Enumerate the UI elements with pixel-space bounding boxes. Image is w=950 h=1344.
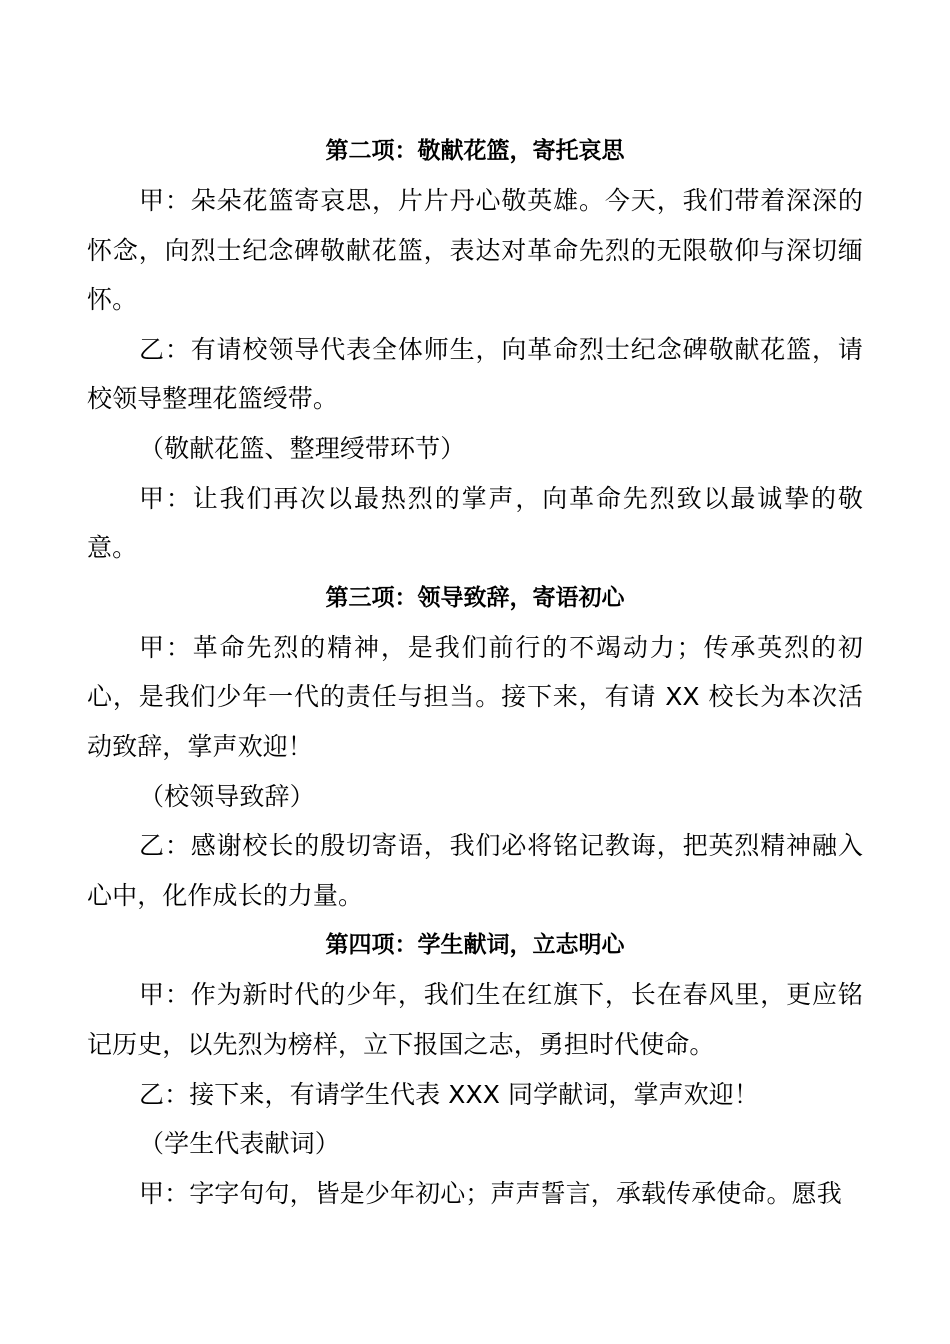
paragraph-jia-applause: 甲：让我们再次以最热烈的掌声，向革命先烈致以最诚挚的敬意。	[87, 483, 863, 563]
section-heading-2: 第二项：敬献花篮，寄托哀思	[325, 138, 625, 164]
section-heading-3: 第三项：领导致辞，寄语初心	[325, 584, 625, 611]
document-page	[87, 126, 863, 1218]
paragraph-yi-thanks: 乙：感谢校长的殷切寄语，我们必将铭记教诲，把英烈精神融入心中，化作成长的力量。	[87, 831, 863, 910]
paragraph-jia-wreath-intro: 甲：朵朵花篮寄哀思，片片丹心敬英雄。今天，我们带着深深的怀念，向烈士纪念碑敬献花篮，表达对革命先烈的无限敬仰与深切缅怀。	[87, 186, 863, 315]
stage-direction-student-speech: （学生代表献词）	[139, 1129, 340, 1159]
stage-direction-leader-speech: （校领导致辞）	[139, 781, 315, 811]
paragraph-yi-invite-leaders: 乙：有请校领导代表全体师生，向革命烈士纪念碑敬献花篮，请校领导整理花篮绶带。	[87, 334, 863, 414]
section-heading-4: 第四项：学生献词，立志明心	[325, 932, 625, 959]
paragraph-yi-student-rep: 乙：接下来，有请学生代表 XXX 同学献词，掌声欢迎！	[139, 1079, 759, 1109]
paragraph-jia-leader-speech-intro: 甲：革命先烈的精神，是我们前行的不竭动力；传承英烈的初心，是我们少年一代的责任与担当。接下来，有请 XX 校长为本次活动致辞，掌声欢迎！	[87, 632, 863, 761]
paragraph-jia-closing: 甲：字字句句，皆是少年初心；声声誓言，承载传承使命。愿我	[139, 1178, 842, 1208]
paragraph-jia-new-era: 甲：作为新时代的少年，我们生在红旗下，长在春风里，更应铭记历史，以先烈为榜样，立下报国之志，勇担时代使命。	[87, 980, 863, 1059]
stage-direction-wreath: （敬献花篮、整理绶带环节）	[139, 433, 466, 463]
